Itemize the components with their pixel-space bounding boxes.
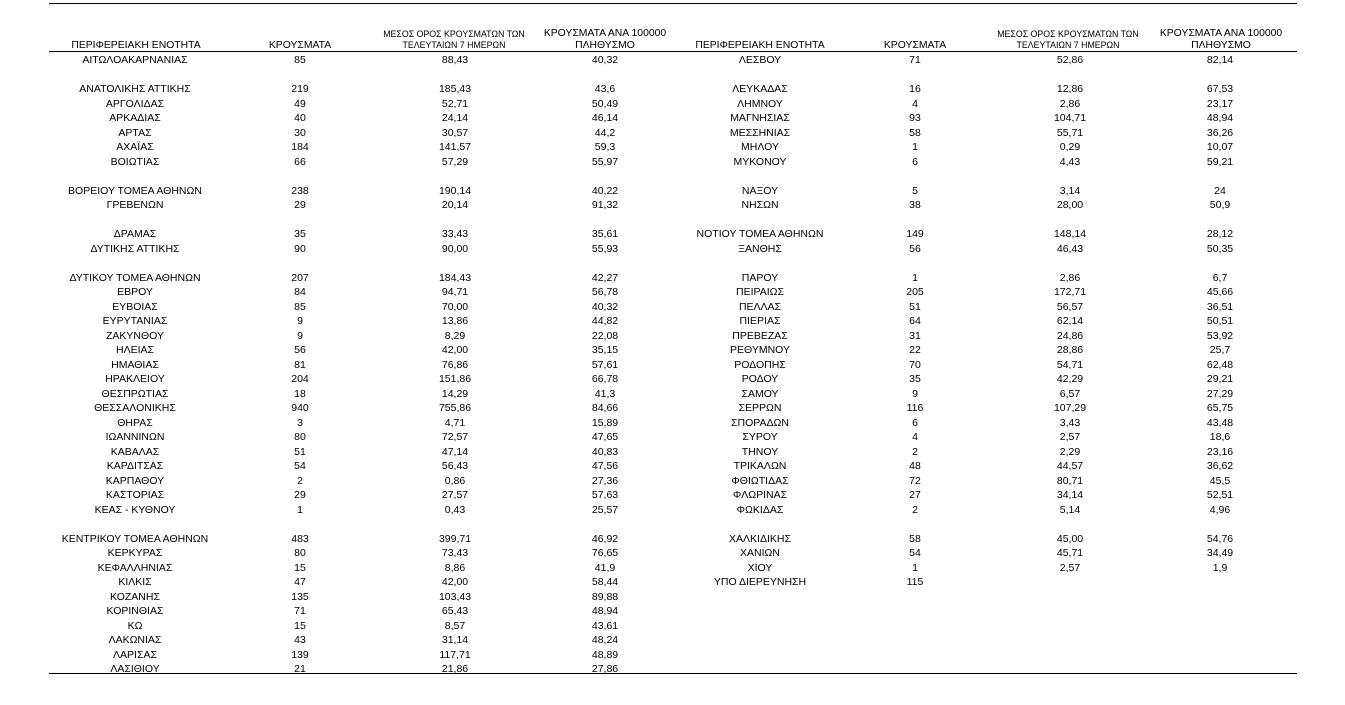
cases-cell: 1 — [912, 141, 918, 153]
avg-cell: 42,00 — [441, 576, 469, 588]
per-capita-cell: 41,9 — [594, 561, 616, 574]
per-capita-cell: 48,94 — [591, 605, 619, 617]
per-capita-cell: 35,61 — [591, 228, 619, 240]
per-capita-cell: 35,15 — [591, 344, 619, 356]
per-capita-cell: 28,12 — [1206, 228, 1234, 240]
cases-cell: 85 — [294, 54, 306, 66]
region-cell: ΝΗΣΩΝ — [741, 199, 779, 211]
avg-cell: 24,86 — [1056, 329, 1084, 342]
region-cell: ΜΑΓΝΗΣΙΑΣ — [730, 112, 790, 124]
region-cell: ΤΡΙΚΑΛΩΝ — [733, 460, 787, 472]
header-cases: ΚΡΟΥΣΜΑΤΑ — [268, 40, 332, 51]
per-capita-cell: 48,94 — [1206, 112, 1234, 124]
avg-cell: 73,43 — [441, 547, 469, 559]
per-capita-cell: 50,49 — [591, 97, 619, 110]
per-capita-cell: 50,35 — [1206, 242, 1234, 255]
cases-cell: 66 — [294, 155, 306, 168]
avg-cell: 172,71 — [1053, 286, 1087, 298]
cases-cell: 135 — [291, 590, 309, 603]
cases-cell: 6 — [912, 155, 918, 168]
cases-cell: 81 — [294, 358, 306, 371]
per-capita-cell: 56,78 — [591, 286, 619, 298]
cases-cell: 49 — [294, 97, 306, 110]
per-capita-cell: 43,48 — [1206, 416, 1234, 429]
region-cell: ΦΩΚΙΔΑΣ — [736, 503, 784, 516]
per-capita-cell: 10,07 — [1206, 141, 1234, 153]
cases-cell: 18 — [294, 387, 306, 400]
header-per-line2: ΠΛΗΘΥΣΜΟ — [1191, 40, 1251, 51]
per-capita-cell: 55,93 — [591, 242, 619, 255]
region-cell: ΞΑΝΘΗΣ — [738, 242, 782, 255]
region-cell: ΚΑΒΑΛΑΣ — [110, 445, 160, 458]
per-capita-cell: 59,21 — [1206, 155, 1234, 168]
avg-cell: 3,43 — [1059, 416, 1081, 429]
cases-cell: 27 — [909, 489, 921, 501]
cases-cell: 238 — [291, 184, 309, 197]
avg-cell: 4,71 — [444, 416, 466, 429]
avg-cell: 56,43 — [441, 460, 469, 472]
per-capita-cell: 45,5 — [1209, 474, 1231, 487]
cases-cell: 15 — [294, 561, 306, 574]
avg-cell: 27,57 — [441, 489, 469, 501]
region-cell: ΚΑΣΤΟΡΙΑΣ — [105, 489, 165, 501]
cases-cell: 1 — [297, 503, 303, 516]
per-capita-cell: 57,61 — [591, 358, 619, 371]
cases-cell: 940 — [291, 402, 309, 414]
per-capita-cell: 23,17 — [1206, 97, 1234, 110]
region-cell: ΒΟΙΩΤΙΑΣ — [110, 155, 160, 168]
per-capita-cell: 44,82 — [591, 315, 619, 327]
cases-cell: 56 — [294, 344, 306, 356]
region-cell: ΕΥΒΟΙΑΣ — [112, 300, 158, 313]
cases-cell: 116 — [906, 402, 924, 414]
avg-cell: 56,57 — [1056, 300, 1084, 313]
region-cell: ΑΡΚΑΔΙΑΣ — [109, 112, 161, 124]
per-capita-cell: 1,9 — [1212, 561, 1228, 574]
avg-cell: 141,57 — [438, 141, 472, 153]
avg-cell: 30,57 — [441, 126, 469, 139]
avg-cell: 4,43 — [1059, 155, 1081, 168]
region-cell: ΜΕΣΣΗΝΙΑΣ — [729, 126, 791, 139]
avg-cell: 45,00 — [1056, 532, 1084, 545]
cases-cell: 9 — [297, 315, 303, 327]
avg-cell: 57,29 — [441, 155, 469, 168]
per-capita-cell: 27,36 — [591, 474, 619, 487]
region-cell: ΝΟΤΙΟΥ ΤΟΜΕΑ ΑΘΗΝΩΝ — [696, 228, 824, 240]
region-cell: ΦΛΩΡΙΝΑΣ — [732, 489, 788, 501]
region-cell: ΠΑΡΟΥ — [741, 271, 779, 284]
region-cell: ΡΟΔΟΠΗΣ — [734, 358, 786, 371]
region-cell: ΛΑΚΩΝΙΑΣ — [108, 634, 162, 646]
cases-cell: 16 — [909, 83, 921, 95]
cases-cell: 1 — [912, 561, 918, 574]
avg-cell: 72,57 — [441, 431, 469, 443]
header-region: ΠΕΡΙΦΕΡΕΙΑΚΗ ΕΝΟΤΗΤΑ — [71, 40, 201, 51]
cases-cell: 5 — [912, 184, 918, 197]
cases-cell: 35 — [909, 373, 921, 385]
per-capita-cell: 66,78 — [591, 373, 619, 385]
region-cell: ΥΠΟ ΔΙΕΡΕΥΝΗΣΗ — [713, 576, 807, 588]
per-capita-cell: 45,66 — [1206, 286, 1234, 298]
cases-cell: 30 — [294, 126, 306, 139]
per-capita-cell: 40,32 — [591, 300, 619, 313]
avg-cell: 184,43 — [438, 271, 472, 284]
cases-cell: 31 — [909, 329, 921, 342]
avg-cell: 42,00 — [441, 344, 469, 356]
region-cell: ΑΙΤΩΛΟΑΚΑΡΝΑΝΙΑΣ — [82, 54, 188, 66]
cases-cell: 22 — [909, 344, 921, 356]
per-capita-cell: 58,44 — [591, 576, 619, 588]
per-capita-cell: 55,97 — [591, 155, 619, 168]
region-cell: ΗΜΑΘΙΑΣ — [111, 358, 159, 371]
cases-cell: 72 — [909, 474, 921, 487]
cases-cell: 9 — [297, 329, 303, 342]
per-capita-cell: 67,53 — [1206, 83, 1234, 95]
avg-cell: 6,57 — [1059, 387, 1081, 400]
region-cell: ΣΕΡΡΩΝ — [738, 402, 782, 414]
per-capita-cell: 18,6 — [1209, 431, 1231, 443]
region-cell: ΕΥΡΥΤΑΝΙΑΣ — [102, 315, 168, 327]
region-cell: ΔΥΤΙΚΗΣ ΑΤΤΙΚΗΣ — [90, 242, 180, 255]
avg-cell: 190,14 — [438, 184, 472, 197]
region-cell: ΚΑΡΠΑΘΟΥ — [105, 474, 165, 487]
cases-cell: 9 — [912, 387, 918, 400]
cases-cell: 64 — [909, 315, 921, 327]
avg-cell: 33,43 — [441, 228, 469, 240]
region-cell: ΡΟΔΟΥ — [741, 373, 779, 385]
header-avg-line2: ΤΕΛΕΥΤΑΙΩΝ 7 ΗΜΕΡΩΝ — [402, 40, 506, 50]
cases-cell: 58 — [909, 532, 921, 545]
region-cell: ΑΝΑΤΟΛΙΚΗΣ ΑΤΤΙΚΗΣ — [79, 83, 191, 95]
region-cell: ΖΑΚΥΝΘΟΥ — [105, 329, 164, 342]
region-cell: ΜΗΛΟΥ — [741, 141, 779, 153]
region-cell: ΦΘΙΩΤΙΔΑΣ — [731, 474, 789, 487]
region-cell: ΘΕΣΠΡΩΤΙΑΣ — [101, 387, 169, 400]
region-cell: ΑΧΑΪΑΣ — [116, 141, 154, 153]
per-capita-cell: 4,96 — [1209, 503, 1231, 516]
cases-cell: 54 — [294, 460, 306, 472]
avg-cell: 13,86 — [441, 315, 469, 327]
cases-cell: 35 — [294, 228, 306, 240]
cases-cell: 115 — [906, 576, 924, 588]
region-cell: ΕΒΡΟΥ — [117, 286, 153, 298]
region-cell: ΚΕΡΚΥΡΑΣ — [107, 547, 163, 559]
region-cell: ΚΟΡΙΝΘΙΑΣ — [106, 605, 164, 617]
region-cell: ΗΡΑΚΛΕΙΟΥ — [105, 373, 165, 385]
per-capita-cell: 50,9 — [1209, 199, 1231, 211]
per-capita-cell: 36,26 — [1206, 126, 1234, 139]
region-cell: ΘΗΡΑΣ — [117, 416, 153, 429]
per-capita-cell: 40,32 — [591, 54, 619, 66]
avg-cell: 0,29 — [1059, 141, 1081, 153]
region-cell: ΠΕΛΛΑΣ — [738, 300, 782, 313]
avg-cell: 52,86 — [1056, 54, 1084, 66]
per-capita-cell: 27,86 — [591, 663, 619, 675]
region-cell: ΛΕΣΒΟΥ — [738, 54, 782, 66]
avg-cell: 94,71 — [441, 286, 469, 298]
per-capita-cell: 43,61 — [591, 619, 619, 632]
cases-cell: 21 — [294, 663, 306, 675]
per-capita-cell: 40,22 — [591, 184, 619, 197]
region-cell: ΘΕΣΣΑΛΟΝΙΚΗΣ — [94, 402, 176, 414]
per-capita-cell: 62,48 — [1206, 358, 1234, 371]
cases-cell: 205 — [906, 286, 924, 298]
avg-cell: 3,14 — [1059, 184, 1081, 197]
per-capita-cell: 48,24 — [591, 634, 619, 646]
region-cell: ΚΩ — [127, 619, 143, 632]
region-cell: ΝΑΞΟΥ — [741, 184, 779, 197]
cases-cell: 6 — [912, 416, 918, 429]
cases-cell: 483 — [291, 532, 309, 545]
region-cell: ΛΑΡΙΣΑΣ — [113, 648, 157, 661]
header-per-line1: ΚΡΟΥΣΜΑΤΑ ΑΝΑ 100000 — [543, 28, 667, 39]
region-cell: ΤΗΝΟΥ — [741, 445, 779, 458]
region-cell: ΧΑΛΚΙΔΙΚΗΣ — [729, 532, 791, 545]
region-cell: ΣΥΡΟΥ — [742, 431, 778, 443]
avg-cell: 55,71 — [1056, 126, 1084, 139]
cases-cell: 38 — [909, 199, 921, 211]
cases-cell: 80 — [294, 431, 306, 443]
avg-cell: 88,43 — [441, 54, 469, 66]
avg-cell: 21,86 — [441, 663, 469, 675]
region-cell: ΧΑΝΙΩΝ — [740, 547, 780, 559]
per-capita-cell: 54,76 — [1206, 532, 1234, 545]
per-capita-cell: 25,7 — [1209, 344, 1231, 356]
avg-cell: 70,00 — [441, 300, 469, 313]
region-cell: ΑΡΤΑΣ — [118, 126, 152, 139]
header-per-line1: ΚΡΟΥΣΜΑΤΑ ΑΝΑ 100000 — [1159, 28, 1283, 39]
per-capita-cell: 59,3 — [594, 141, 616, 153]
cases-cell: 29 — [294, 489, 306, 501]
cases-cell: 29 — [294, 199, 306, 211]
header-avg-line1: ΜΕΣΟΣ ΟΡΟΣ ΚΡΟΥΣΜΑΤΩΝ ΤΩΝ — [997, 29, 1139, 39]
per-capita-cell: 44,2 — [594, 126, 616, 139]
per-capita-cell: 41,3 — [594, 387, 616, 400]
avg-cell: 14,29 — [441, 387, 469, 400]
cases-cell: 139 — [291, 648, 309, 661]
region-cell: ΣΑΜΟΥ — [741, 387, 779, 400]
per-capita-cell: 36,62 — [1206, 460, 1234, 472]
avg-cell: 8,29 — [444, 329, 466, 342]
per-capita-cell: 91,32 — [591, 199, 619, 211]
header-region: ΠΕΡΙΦΕΡΕΙΑΚΗ ΕΝΟΤΗΤΑ — [695, 40, 825, 51]
per-capita-cell: 52,51 — [1206, 489, 1234, 501]
avg-cell: 2,86 — [1059, 97, 1081, 110]
region-cell: ΡΕΘΥΜΝΟΥ — [729, 344, 790, 356]
cases-cell: 85 — [294, 300, 306, 313]
per-capita-cell: 76,65 — [591, 547, 619, 559]
cases-cell: 84 — [294, 286, 306, 298]
avg-cell: 42,29 — [1056, 373, 1084, 385]
region-cell: ΧΙΟΥ — [747, 561, 773, 574]
region-cell: ΣΠΟΡΑΔΩΝ — [731, 416, 789, 429]
avg-cell: 5,14 — [1059, 503, 1081, 516]
avg-cell: 399,71 — [438, 532, 472, 545]
avg-cell: 54,71 — [1056, 358, 1084, 371]
cases-cell: 1 — [912, 271, 918, 284]
cases-cell: 48 — [909, 460, 921, 472]
region-cell: ΚΕΦΑΛΛΗΝΙΑΣ — [97, 561, 173, 574]
header-avg-line2: ΤΕΛΕΥΤΑΙΩΝ 7 ΗΜΕΡΩΝ — [1016, 40, 1120, 50]
per-capita-cell: 57,63 — [591, 489, 619, 501]
per-capita-cell: 36,51 — [1206, 300, 1234, 313]
avg-cell: 0,43 — [444, 503, 466, 516]
per-capita-cell: 15,89 — [591, 416, 619, 429]
avg-cell: 2,57 — [1059, 561, 1081, 574]
avg-cell: 185,43 — [438, 83, 472, 95]
avg-cell: 117,71 — [439, 648, 471, 661]
avg-cell: 65,43 — [441, 605, 469, 617]
region-cell: ΚΙΛΚΙΣ — [118, 576, 152, 588]
region-cell: ΠΡΕΒΕΖΑΣ — [732, 329, 788, 342]
per-capita-cell: 24 — [1214, 184, 1226, 197]
avg-cell: 44,57 — [1056, 460, 1084, 472]
cases-cell: 184 — [291, 141, 309, 153]
per-capita-cell: 27,29 — [1206, 387, 1234, 400]
region-cell: ΗΛΕΙΑΣ — [115, 344, 154, 356]
per-capita-cell: 6,7 — [1212, 271, 1228, 284]
cases-cell: 15 — [294, 619, 306, 632]
avg-cell: 8,57 — [444, 619, 466, 632]
avg-cell: 46,43 — [1056, 242, 1084, 255]
cases-cell: 2 — [912, 445, 918, 458]
cases-cell: 58 — [909, 126, 921, 139]
avg-cell: 2,29 — [1059, 445, 1081, 458]
cases-cell: 70 — [909, 358, 921, 371]
per-capita-cell: 42,27 — [591, 271, 619, 284]
header-per-line2: ΠΛΗΘΥΣΜΟ — [575, 40, 635, 51]
per-capita-cell: 65,75 — [1206, 402, 1234, 414]
per-capita-cell: 46,14 — [591, 112, 619, 124]
region-cell: ΠΕΙΡΑΙΩΣ — [736, 286, 784, 298]
cases-cell: 2 — [912, 503, 918, 516]
region-cell: ΠΙΕΡΙΑΣ — [739, 315, 781, 327]
cases-cell: 51 — [294, 445, 306, 458]
avg-cell: 52,71 — [441, 97, 469, 110]
per-capita-cell: 53,92 — [1206, 329, 1234, 342]
region-cell: ΒΟΡΕΙΟΥ ΤΟΜΕΑ ΑΘΗΝΩΝ — [68, 184, 202, 197]
avg-cell: 34,14 — [1056, 489, 1084, 501]
avg-cell: 62,14 — [1056, 315, 1084, 327]
cases-cell: 54 — [909, 547, 921, 559]
per-capita-cell: 47,56 — [591, 460, 619, 472]
cases-cell: 93 — [909, 112, 921, 124]
header-avg-line1: ΜΕΣΟΣ ΟΡΟΣ ΚΡΟΥΣΜΑΤΩΝ ΤΩΝ — [383, 29, 525, 39]
avg-cell: 12,86 — [1056, 83, 1084, 95]
region-cell: ΙΩΑΝΝΙΝΩΝ — [105, 431, 165, 443]
per-capita-cell: 22,08 — [591, 329, 619, 342]
per-capita-cell: 40,83 — [591, 445, 619, 458]
avg-cell: 45,71 — [1056, 547, 1084, 559]
per-capita-cell: 23,16 — [1206, 445, 1234, 458]
avg-cell: 80,71 — [1056, 474, 1084, 487]
avg-cell: 107,29 — [1053, 402, 1087, 414]
avg-cell: 8,86 — [444, 561, 466, 574]
per-capita-cell: 84,66 — [591, 402, 619, 414]
avg-cell: 103,43 — [438, 590, 472, 603]
header-cases: ΚΡΟΥΣΜΑΤΑ — [883, 40, 947, 51]
cases-cell: 2 — [297, 474, 303, 487]
cases-cell: 4 — [912, 431, 918, 443]
cases-cell: 51 — [909, 300, 921, 313]
region-cell: ΔΡΑΜΑΣ — [113, 228, 157, 240]
cases-cell: 4 — [912, 97, 918, 110]
avg-cell: 2,57 — [1059, 431, 1081, 443]
region-cell: ΛΑΣΙΘΙΟΥ — [110, 663, 160, 675]
cases-cell: 90 — [294, 242, 306, 255]
region-cell: ΜΥΚΟΝΟΥ — [733, 155, 787, 168]
cases-cell: 56 — [909, 242, 921, 255]
per-capita-cell: 43,6 — [594, 83, 616, 95]
avg-cell: 20,14 — [441, 199, 469, 211]
avg-cell: 47,14 — [441, 445, 469, 458]
avg-cell: 24,14 — [441, 112, 469, 124]
per-capita-cell: 29,21 — [1206, 373, 1234, 385]
cases-cell: 71 — [294, 605, 306, 617]
avg-cell: 104,71 — [1053, 112, 1087, 124]
cases-cell: 43 — [294, 634, 306, 646]
per-capita-cell: 46,92 — [591, 532, 619, 545]
cases-cell: 219 — [291, 83, 309, 95]
per-capita-cell: 89,88 — [591, 590, 619, 603]
avg-cell: 0,86 — [444, 474, 466, 487]
region-cell: ΓΡΕΒΕΝΩΝ — [106, 199, 164, 211]
region-cell: ΑΡΓΟΛΙΔΑΣ — [105, 97, 165, 110]
cases-cell: 3 — [297, 416, 303, 429]
avg-cell: 76,86 — [441, 358, 469, 371]
per-capita-cell: 25,57 — [591, 503, 619, 516]
cases-cell: 71 — [909, 54, 921, 66]
cases-cell: 204 — [291, 373, 309, 385]
region-cell: ΔΥΤΙΚΟΥ ΤΟΜΕΑ ΑΘΗΝΩΝ — [69, 271, 201, 284]
per-capita-cell: 50,51 — [1206, 315, 1234, 327]
avg-cell: 755,86 — [438, 402, 472, 414]
cases-cell: 80 — [294, 547, 306, 559]
per-capita-cell: 34,49 — [1206, 547, 1234, 559]
region-cell: ΚΟΖΑΝΗΣ — [110, 590, 160, 603]
avg-cell: 31,14 — [441, 634, 469, 646]
region-cell: ΛΕΥΚΑΔΑΣ — [732, 83, 788, 95]
cases-cell: 47 — [294, 576, 306, 588]
region-cell: ΚΑΡΔΙΤΣΑΣ — [106, 460, 164, 472]
region-cell: ΛΗΜΝΟΥ — [737, 97, 783, 110]
avg-cell: 151,86 — [438, 373, 472, 385]
avg-cell: 148,14 — [1053, 228, 1087, 240]
avg-cell: 28,86 — [1056, 344, 1084, 356]
avg-cell: 28,00 — [1056, 199, 1084, 211]
avg-cell: 2,86 — [1059, 271, 1081, 284]
region-cell: ΚΕΑΣ - ΚΥΘΝΟΥ — [94, 503, 176, 516]
cases-cell: 207 — [291, 271, 309, 284]
per-capita-cell: 82,14 — [1206, 54, 1234, 66]
per-capita-cell: 47,65 — [591, 431, 619, 443]
per-capita-cell: 48,89 — [591, 648, 619, 661]
cases-cell: 40 — [294, 112, 306, 124]
cases-cell: 149 — [906, 228, 924, 240]
region-cell: ΚΕΝΤΡΙΚΟΥ ΤΟΜΕΑ ΑΘΗΝΩΝ — [61, 532, 209, 545]
avg-cell: 90,00 — [441, 242, 469, 255]
